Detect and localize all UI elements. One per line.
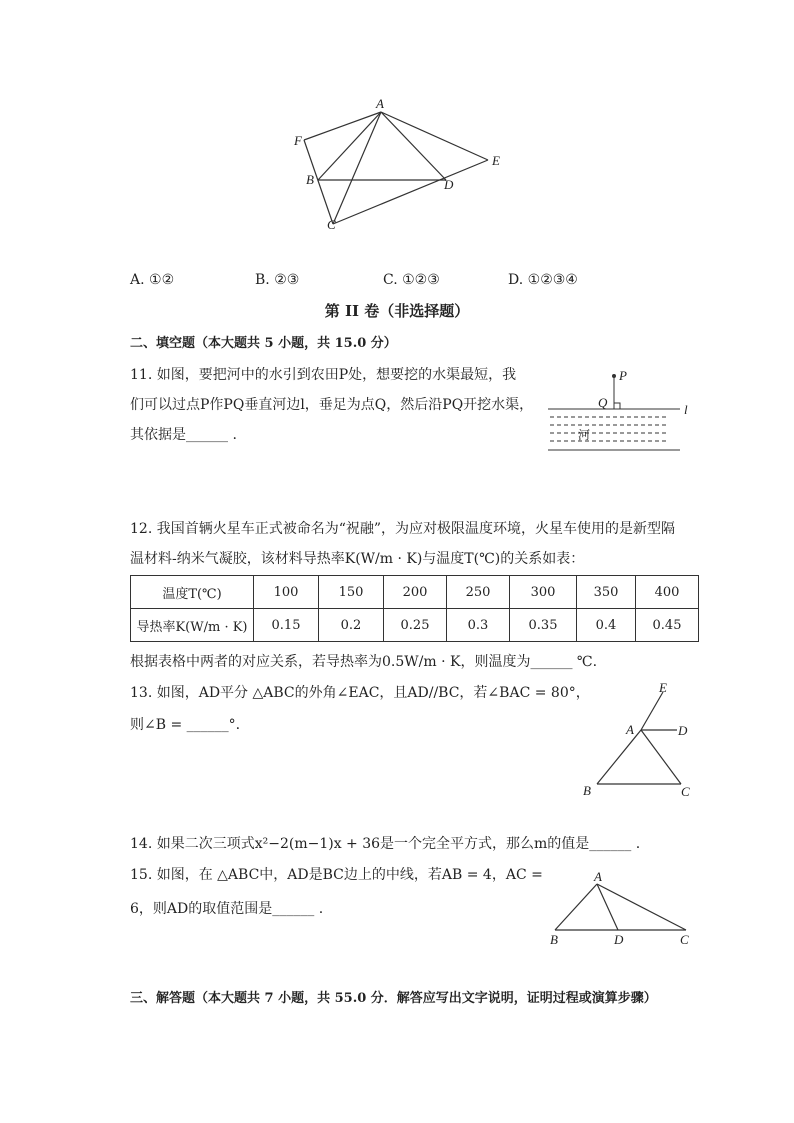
segment-ae [641, 692, 663, 730]
table-header-conductivity: 导热率K(W/m · K) [131, 609, 254, 642]
table-cell: 350 [577, 576, 636, 609]
conductivity-table [130, 575, 699, 642]
table-cell: 200 [384, 576, 447, 609]
segment-ac [597, 884, 686, 930]
label-d: D [678, 723, 688, 738]
segment-ba [597, 730, 641, 784]
table-cell: 250 [447, 576, 510, 609]
label-c: C [680, 932, 689, 947]
label-b: B [550, 932, 558, 947]
q15-figure [540, 866, 700, 956]
option-c: C. ①②③ [383, 272, 440, 288]
q13-figure [575, 678, 705, 803]
section-title: 第 II 卷（非选择题） [324, 302, 470, 320]
table-cell: 400 [636, 576, 699, 609]
table-header-temp: 温度T(℃) [131, 576, 254, 609]
label-c: C [327, 217, 336, 232]
table-row [131, 576, 699, 609]
label-a: A [594, 869, 602, 884]
label-e: E [492, 153, 500, 168]
q11-line3: 其依据是______ . [130, 427, 237, 443]
label-b: B [583, 783, 591, 798]
q11-figure [540, 362, 700, 457]
table-cell: 0.2 [319, 609, 384, 642]
q12-line2: 温材料-纳米气凝胶，该材料导热率K(W/m · K)与温度T(℃)的关系如表： [130, 551, 585, 567]
segment-ac [641, 730, 681, 784]
label-a: A [376, 96, 384, 111]
q14-line1: 14. 如果二次三项式x²−2(m−1)x + 36是一个完全平方式，那么m的值是______ . [130, 836, 641, 852]
table-cell: 0.15 [254, 609, 319, 642]
table-cell: 150 [319, 576, 384, 609]
segment-ab [318, 112, 381, 180]
table-cell: 0.3 [447, 609, 510, 642]
q15-line2: 6，则AD的取值范围是______ . [130, 901, 324, 917]
segment-ad [597, 884, 618, 930]
table-cell: 0.4 [577, 609, 636, 642]
label-q: Q [598, 395, 608, 410]
table-cell: 100 [254, 576, 319, 609]
right-angle-mark [614, 403, 620, 409]
option-a: A. ①② [130, 272, 175, 288]
q13-line1: 13. 如图，AD平分 △ABC的外角∠EAC，且AD//BC，若∠BAC = 80°， [130, 685, 590, 701]
table-cell: 0.25 [384, 609, 447, 642]
segment-ad [381, 112, 446, 180]
part2-heading: 二、填空题（本大题共 5 小题，共 15.0 分） [130, 336, 397, 351]
point-p [612, 374, 616, 378]
q15-line1: 15. 如图，在 △ABC中，AD是BC边上的中线，若AB = 4，AC = [130, 867, 543, 883]
label-b: B [306, 172, 314, 187]
label-a: A [626, 722, 634, 737]
label-p: P [619, 368, 627, 383]
q12-line3: 根据表格中两者的对应关系，若导热率为0.5W/m · K，则温度为______ ℃. [130, 654, 598, 670]
table-cell: 0.45 [636, 609, 699, 642]
label-d: D [444, 177, 454, 192]
q13-line2: 则∠B = ______°. [130, 717, 241, 733]
q11-line2: 们可以过点P作PQ垂直河边l，垂足为点Q，然后沿PQ开挖水渠， [130, 397, 534, 413]
table-cell: 0.35 [510, 609, 577, 642]
label-river: 河 [578, 428, 591, 442]
label-f: F [294, 133, 302, 148]
label-l: l [684, 402, 688, 417]
part3-heading: 三、解答题（本大题共 7 小题，共 55.0 分．解答应写出文字说明，证明过程或演算步骤） [130, 991, 657, 1006]
label-c: C [681, 784, 690, 799]
top-geometry-figure [280, 90, 520, 240]
segment-af [304, 112, 381, 140]
q11-line1: 11. 如图，要把河中的水引到农田P处，想要挖的水渠最短，我 [130, 367, 517, 383]
q12-line1: 12. 我国首辆火星车正式被命名为“祝融”，为应对极限温度环境，火星车使用的是新型隔 [130, 521, 676, 537]
option-d: D. ①②③④ [508, 272, 578, 288]
label-e: E [659, 680, 667, 695]
table-row [131, 609, 699, 642]
segment-ae [381, 112, 488, 160]
table-cell: 300 [510, 576, 577, 609]
option-b: B. ②③ [255, 272, 300, 288]
label-d: D [614, 932, 624, 947]
segment-ab [555, 884, 597, 930]
